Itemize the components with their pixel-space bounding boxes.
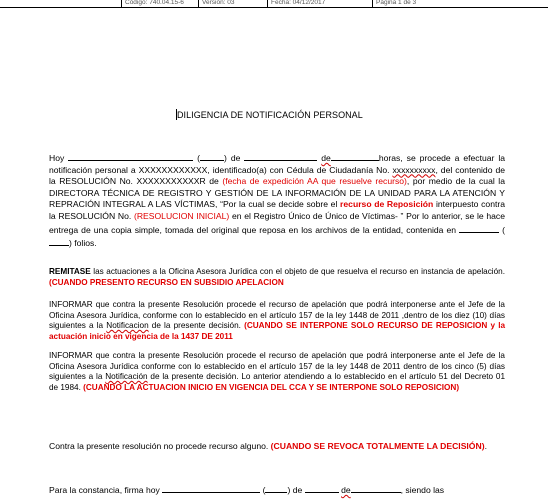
red-note: (CUANDO PRESENTO RECURSO EN SUBSIDIO APELACION: [49, 278, 284, 287]
de-label: de: [230, 153, 241, 163]
red-note: (CUANDO LA ACTUACION INICIO EN VIGENCIA DEL CCA Y SE INTERPONE SOLO REPOSICION): [83, 382, 460, 392]
day-blank[interactable]: [68, 151, 193, 161]
folios-number-blank[interactable]: [49, 236, 69, 246]
paragraph-text: interpuesto contra la RESOLUCIÓN No.: [49, 199, 506, 221]
year-blank[interactable]: [331, 151, 379, 161]
cedula-value: xxxxxxxxxx: [392, 164, 436, 175]
paragraph-text: , por medio de la cual la DIRECTORA TÉCNICA DE REGISTRO Y GESTIÓN DE LA INFORMACIÓN DE LA UNIDAD PARA LA ATENCIÓN Y REPRACIÓN INTEGRAL A LAS VÍCTIMAS, “Por la cual se decide sobre el: [49, 176, 505, 210]
header-code-cell: Código: 740.04.15-6: [122, 0, 199, 8]
sign-month-blank[interactable]: [305, 483, 339, 493]
remitase-paragraph: [49, 266, 505, 288]
notificacion-word: Notificacion: [106, 321, 149, 331]
header-blank-cell: [0, 0, 122, 8]
paragraph-text: .: [484, 441, 487, 451]
paragraph-text: , siendo las: [400, 485, 445, 495]
month-blank[interactable]: [244, 151, 317, 161]
de-label: de: [341, 485, 351, 495]
paragraph-text: Para la constancia, firma hoy: [49, 485, 160, 495]
de-label: de: [292, 485, 303, 495]
header-page-cell: Página 1 de 3: [373, 0, 548, 8]
paragraph-text: en el Registro Único de Único de Víctimas- ” Por lo anterior, se le hace entrega de una copia simple, tomada del original que reposa en los archivos de la entidad, contenida en: [49, 210, 506, 235]
red-note: (CUANDO SE INTERPONE SOLO RECURSO DE REPOSICION y la actuación inicio en vigencia de la 1437 DE 2011: [49, 321, 506, 341]
constancia-paragraph: Para la constancia, firma hoy ( ) de de , siendo las: [49, 485, 445, 495]
paragraph-text: folios.: [74, 238, 97, 249]
red-note: (CUANDO SE REVOCA TOTALMENTE LA DECISIÓN): [270, 441, 485, 451]
paragraph-text: , del contenido de la RESOLUCIÓN No. XXXXXXXXXXXR de: [49, 164, 505, 187]
no-recurso-paragraph: [49, 440, 505, 452]
informar-paragraph-2: [49, 351, 505, 393]
paragraph-text: horas, se procede a efectuar la notificación personal a XXXXXXXXXXXX, identificado(a) con Cédula de Ciudadanía No.: [49, 153, 506, 175]
document-title: DILIGENCIA DE NOTIFICACIÓN PERSONAL: [177, 110, 363, 120]
day-number-blank[interactable]: [200, 151, 224, 161]
hoy-label: Hoy: [49, 153, 65, 163]
sign-day-blank[interactable]: [162, 483, 260, 493]
paragraph-text: INFORMAR que contra la presente Resolución procede el recurso de apelación que podrá interponerse ante el Jefe de la Oficina Asesora Jurídica, conforme con lo establecido en el artículo 157 de la ley 1448 de 2011 ,dentro de los diez (10) días siguientes a la: [49, 300, 505, 331]
document-header-table: [0, 0, 548, 8]
header-version-cell: Versión: 03: [199, 0, 268, 8]
paragraph-text: las actuaciones a la Oficina Asesora Jurídica con el objeto de que resuelva el recurso en instancia de apelación.: [93, 267, 505, 276]
de-label: de: [321, 153, 331, 163]
remitase-label: REMITASE: [49, 267, 91, 276]
folios-blank[interactable]: [459, 223, 499, 233]
red-note: recurso de Reposición: [340, 199, 434, 210]
sign-day-number-blank[interactable]: [265, 483, 287, 493]
paragraph-text: de la presente decisión. Lo anterior atendiendo a lo establecido en el artículo 51 del Decreto 01 de 1984.: [49, 372, 506, 392]
notificacion-word: Notificación: [105, 372, 148, 382]
paragraph-text: de la presente decisión.: [151, 321, 241, 331]
notification-paragraph: Hoy ( ) de de horas, se procede a efectuar la notificación personal a XXXXXXXXXXXX, identificado(a) con Cédula de Ciudadanía No. xxxxxxxxxx, del contenido de la RESOLUCIÓN No. XXXXXXXXXXXR de (fecha de expedición AA que resuelve recurso), por medio de la cual la DIRECTORA TÉCNICA DE REGISTRO Y GESTIÓN DE LA INFORMACIÓN DE LA UNIDAD PARA LA ATENCIÓN Y REPRACIÓN INTEGRAL A LAS VÍCTIMAS, “Por la cual se decide sobre el recurso de Reposición interpuesto contra la RESOLUCIÓN No. (RESOLUCION INICIAL) en el Registro Único de Único de Víctimas- ” Por lo anterior, se le hace entrega de una copia simple, tomada del original que reposa en los archivos de la entidad, contenida en () folios.: [49, 153, 506, 249]
red-note: (fecha de expedición AA que resuelve recurso): [222, 176, 407, 187]
sign-year-blank[interactable]: [351, 483, 401, 493]
paragraph-text: INFORMAR que contra la presente Resolución procede el recurso de apelación que podrá interponerse ante el Jefe de la Oficina Asesora Jurídica conforme con lo establecido en el artículo 157 de la ley 1448 de 2011 dentro de los cinco (5) días siguientes a la: [49, 351, 505, 382]
informar-paragraph-1: [49, 300, 505, 342]
red-note: (RESOLUCION INICIAL): [133, 210, 230, 221]
header-date-cell: Fecha: 04/12/2017: [268, 0, 373, 8]
paragraph-text: Contra la presente resolución no procede recurso alguno.: [49, 441, 269, 451]
